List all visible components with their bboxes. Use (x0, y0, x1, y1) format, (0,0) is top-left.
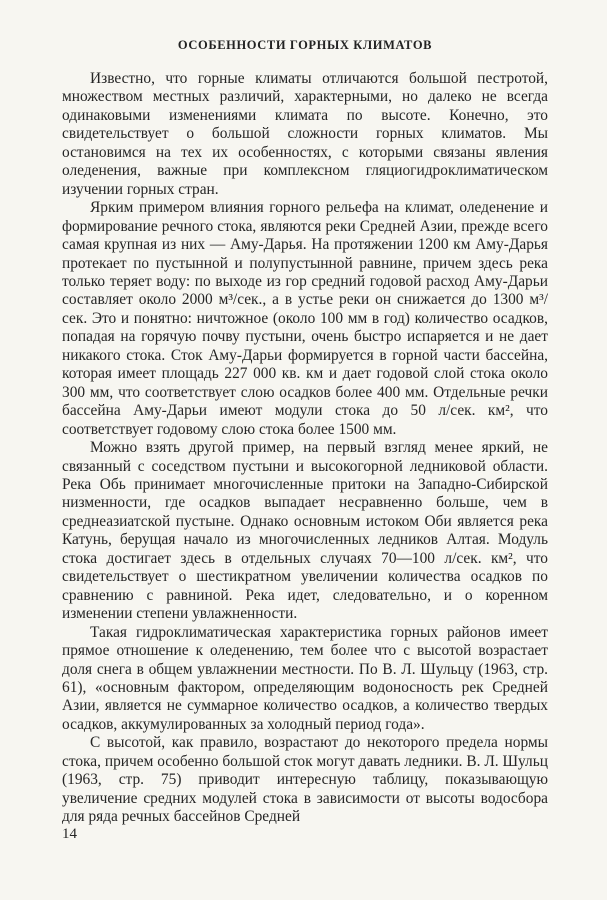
paragraph: Можно взять другой пример, на первый взгляд менее яркий, не связанный с соседством пустыни и высокогорной ледниковой области. Река Обь принимает многочисленные притоки на Западно-Сибирской низменности, где осадков выпадает несравненно больше, чем в среднеазиатской пустыне. Однако основным истоком Оби является река Катунь, берущая начало из многочисленных ледников Алтая. Модуль стока достигает здесь в отдельных случаях 70—100 л/сек. км², что свидетельствует о шестикратном увеличении количества осадков по сравнению с равниной. Река идет, следовательно, и о коренном изменении степени увлажненности. (62, 439, 548, 623)
paragraph: Известно, что горные климаты отличаются большой пестротой, множеством местных различий, характерными, но далеко не всегда одинаковыми изменениями климата по высоте. Конечно, это свидетельствует о большой сложности горных климатов. Мы остановимся на тех их особенностях, с которыми связаны явления оледенения, важные при комплексном гляциогидроклиматическом изучении горных стран. (62, 70, 548, 198)
body-text (62, 70, 548, 827)
paragraph: Ярким примером влияния горного рельефа на климат, оледенение и формирование речного стока, являются реки Средней Азии, прежде всего самая крупная из них — Аму-Дарья. На протяжении 1200 км Аму-Дарья протекает по пустынной и полупустынной равнине, причем здесь река только теряет воду: по выходе из гор средний годовой расход Аму-Дарьи составляет около 2000 м³/сек., а в устье реки он снижается до 1300 м³/сек. Это и понятно: ничтожное (около 100 мм в год) количество осадков, попадая на горячую почву пустыни, очень быстро испаряется и не дает никакого стока. Сток Аму-Дарьи формируется в горной части бассейна, которая имеет площадь 227 000 кв. км и дает годовой слой стока около 300 мм, что соответствует слою осадков более 400 мм. Отдельные речки бассейна Аму-Дарьи имеют модули стока до 50 л/сек. км², что соответствует годовому слою стока более 1500 мм. (62, 199, 548, 438)
paragraph: С высотой, как правило, возрастают до некоторого предела нормы стока, причем особенно большой сток могут давать ледники. В. Л. Шульц (1963, стр. 75) приводит интересную таблицу, показывающую увеличение средних модулей стока в зависимости от высоты водосбора для ряда речных бассейнов Средней (62, 734, 548, 826)
paragraph: Такая гидроклиматическая характеристика горных районов имеет прямое отношение к оледенению, тем более что с высотой возрастает доля снега в общем увлажнении местности. По В. Л. Шульцу (1963, стр. 61), «основным фактором, определяющим водоносность рек Средней Азии, является не суммарное количество осадков, а количество твердых осадков, аккумулированных за холодный период года». (62, 623, 548, 733)
page-title: ОСОБЕННОСТИ ГОРНЫХ КЛИМАТОВ (177, 38, 433, 52)
page-number: 14 (62, 826, 77, 842)
